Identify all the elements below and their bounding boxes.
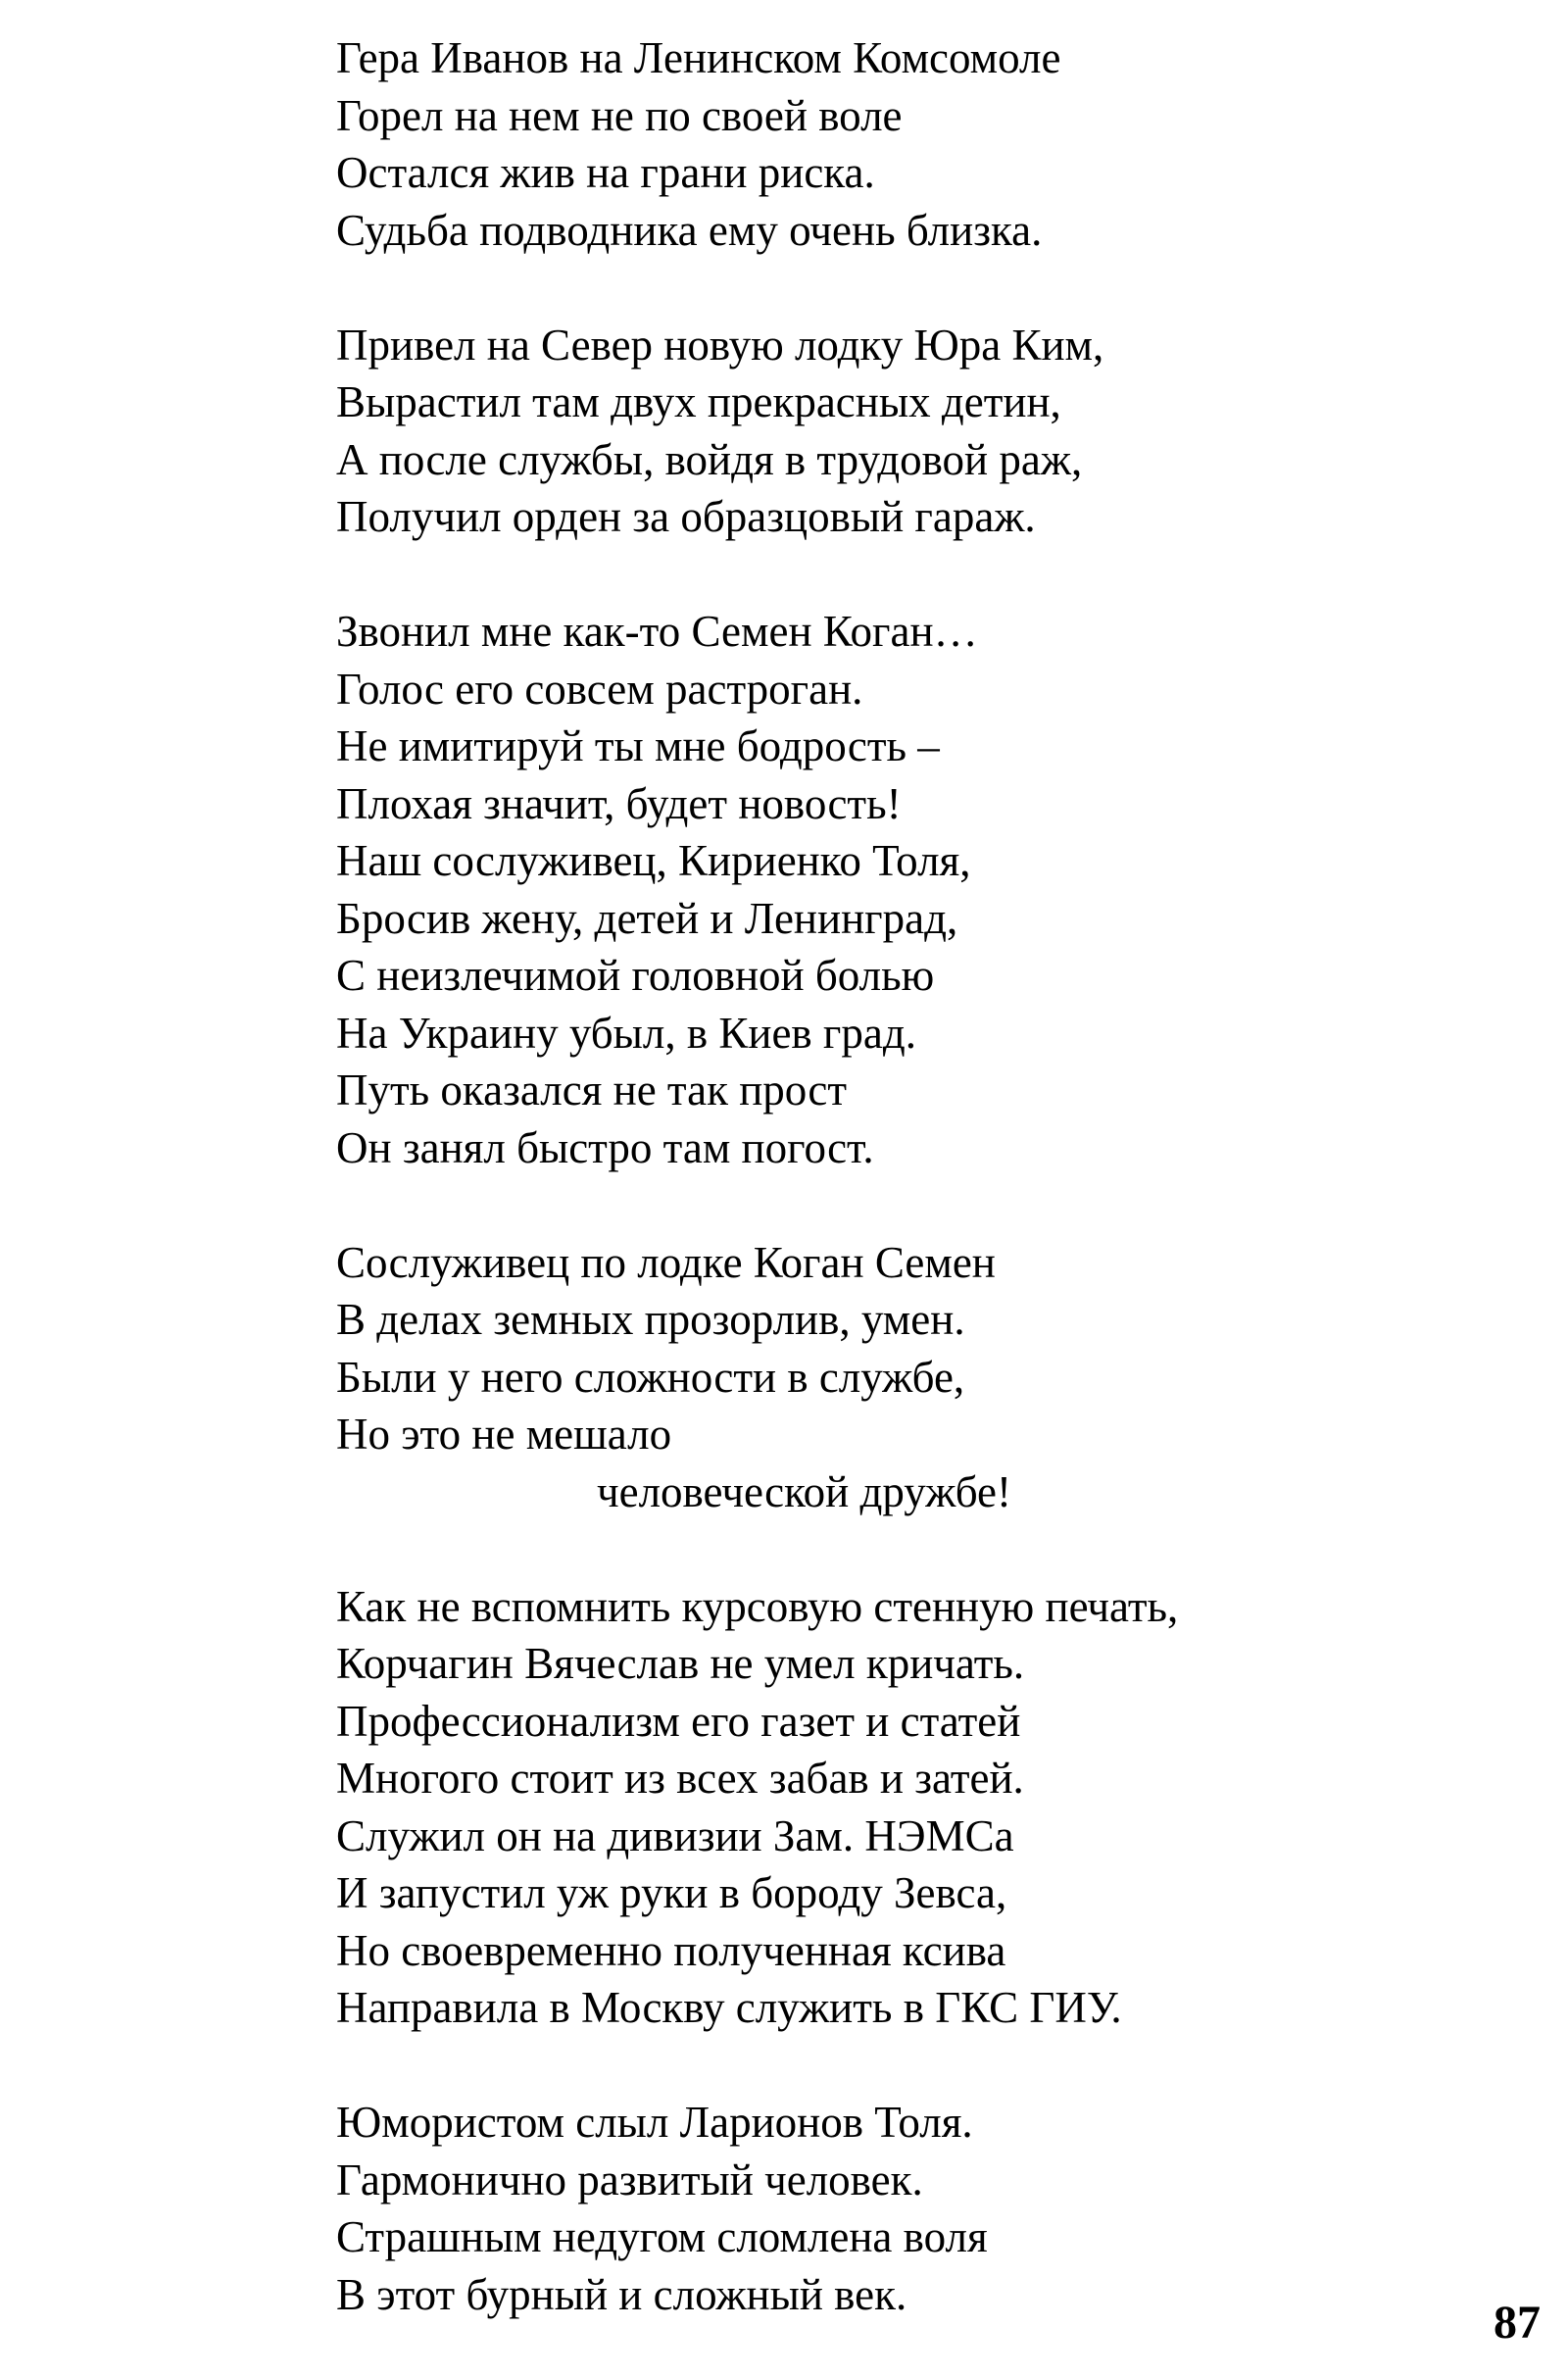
stanza-1	[336, 29, 1316, 259]
poem-line: Привел на Север новую лодку Юра Ким,	[336, 320, 1104, 370]
poem-line: На Украину убыл, в Киев град.	[336, 1008, 917, 1058]
poem-line: Страшным недугом сломлена воля	[336, 2212, 988, 2261]
poem-line: Гера Иванов на Ленинском Комсомоле	[336, 33, 1061, 82]
poem-line: В этот бурный и сложный век.	[336, 2269, 907, 2319]
stanza-6	[336, 2094, 1316, 2323]
poem-line: Он занял быстро там погост.	[336, 1122, 874, 1172]
poem-line: С неизлечимой головной болью	[336, 951, 935, 1000]
poem-line: Горел на нем не по своей воле	[336, 90, 903, 140]
stanza-gap	[336, 1176, 1316, 1234]
poem-line: Наш сослуживец, Кириенко Толя,	[336, 836, 971, 885]
poem-line: Профессионализм его газет и статей	[336, 1696, 1021, 1746]
stanza-gap	[336, 259, 1316, 317]
poem-line: И запустил уж руки в бороду Зевса,	[336, 1868, 1007, 1917]
poem-line: А после службы, войдя в трудовой раж,	[336, 434, 1083, 484]
poem-line: В делах земных прозорлив, умен.	[336, 1295, 965, 1344]
poem-line: Корчагин Вячеслав не умел кричать.	[336, 1639, 1025, 1688]
poem-line-indented: человеческой дружбе!	[597, 1466, 1011, 1516]
poem-line: Судьба подводника ему очень близка.	[336, 205, 1043, 255]
poem-line: Вырастил там двух прекрасных детин,	[336, 377, 1061, 426]
poem-line: Многого стоит из всех забав и затей.	[336, 1754, 1024, 1803]
stanza-5	[336, 1578, 1316, 2037]
poem-text	[336, 29, 1316, 2323]
poem-line: Сослуживец по лодке Коган Семен	[336, 1237, 996, 1287]
poem-line: Направила в Москву служить в ГКС ГИУ.	[336, 1983, 1122, 2032]
poem-line: Звонил мне как-то Семен Коган…	[336, 607, 978, 656]
poem-line: Юмористом слыл Ларионов Толя.	[336, 2098, 973, 2147]
stanza-2	[336, 317, 1316, 546]
poem-line: Были у него сложности в службе,	[336, 1352, 965, 1402]
poem-line: Но своевременно полученная ксива	[336, 1925, 1006, 1975]
poem-line: Путь оказался не так прост	[336, 1065, 848, 1114]
poem-line: Остался жив на грани риска.	[336, 148, 875, 197]
poem-line: Гармонично развитый человек.	[336, 2154, 923, 2204]
stanza-4	[336, 1234, 1316, 1521]
stanza-gap	[336, 546, 1316, 604]
poem-line: Но это не мешало	[336, 1410, 672, 1459]
poem-line: Получил орден за образцовый гараж.	[336, 492, 1036, 541]
poem-line: Плохая значит, будет новость!	[336, 778, 902, 828]
stanza-gap	[336, 1520, 1316, 1578]
poem-line: Служил он на дивизии Зам. НЭМСа	[336, 1810, 1014, 1860]
page-number: 87	[1494, 2297, 1541, 2349]
poem-line: Бросив жену, детей и Ленинград,	[336, 893, 958, 943]
stanza-3	[336, 603, 1316, 1176]
poem-line: Не имитируй ты мне бодрость –	[336, 721, 940, 770]
stanza-gap	[336, 2037, 1316, 2095]
poem-line: Как не вспомнить курсовую стенную печать,	[336, 1581, 1179, 1631]
poem-line: Голос его совсем растроган.	[336, 664, 863, 714]
